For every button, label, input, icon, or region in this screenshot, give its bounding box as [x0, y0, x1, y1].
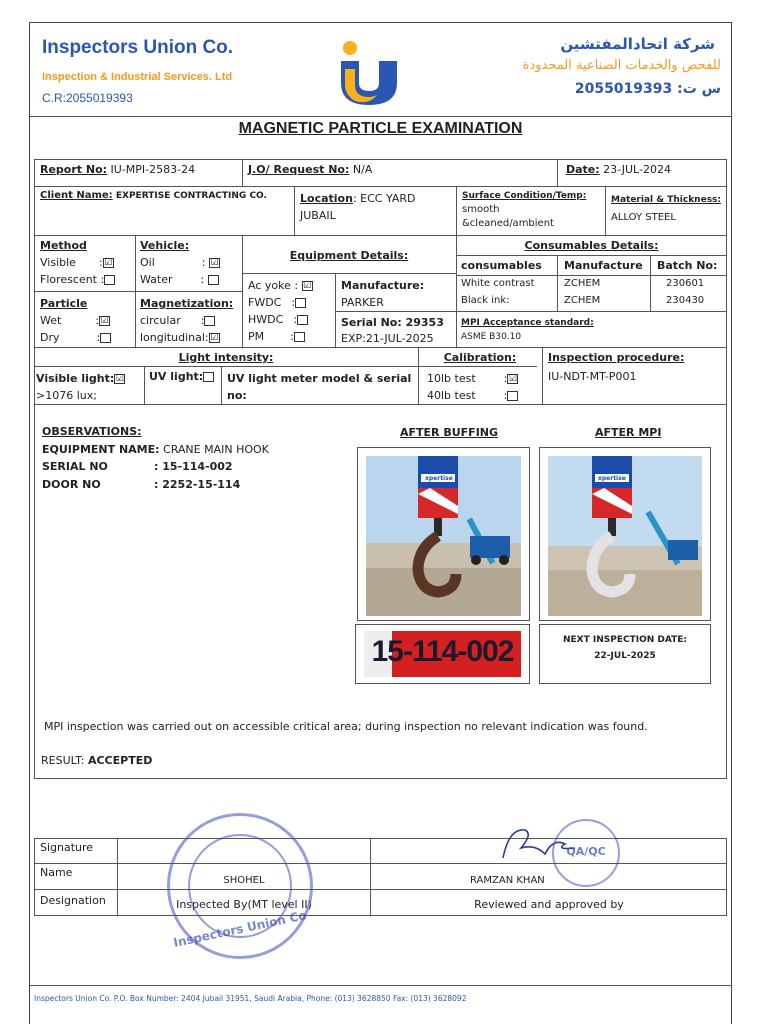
pm-checkbox[interactable]: [294, 332, 305, 342]
after-buffing-label: AFTER BUFFING: [400, 426, 499, 439]
company-name-en: Inspectors Union Co.: [42, 37, 234, 58]
vehicle-section: Vehicle: Oil : ☑ Water :: [140, 239, 219, 286]
qa-qc-text: QA/QC: [566, 845, 606, 858]
header-divider: [30, 116, 731, 117]
uv-light-checkbox[interactable]: [203, 372, 214, 382]
surface-condition: Surface Condition/Temp: smooth &cleaned/ambient: [462, 191, 587, 229]
consumables-header-manufacture: Manufacture: [564, 259, 643, 272]
method-section: Method Visible :☑ Florescent :: [40, 237, 115, 288]
report-sheet: [29, 22, 732, 1024]
uv-light: UV light:: [149, 370, 214, 383]
magnetization-section: Magnetization: circular : longitudinal:☑: [140, 297, 234, 344]
signature-label: Signature: [40, 841, 94, 854]
tag-number-frame: [355, 624, 530, 684]
consumable-row-1-name: White contrast: [461, 278, 535, 289]
door-no-value: : 2252-15-114: [154, 478, 241, 491]
next-inspection-date: 22-JUL-2025: [594, 651, 656, 661]
door-no-label: DOOR NO: [42, 478, 101, 491]
footer-address: Inspectors Union Co. P.O. Box Number: 2404 Jubail 31951, Saudi Arabia, Phone: (013) 3628850 Fax: (013) 3628092: [34, 994, 467, 1003]
inspector-name: SHOHEL: [223, 875, 265, 886]
visible-light: Visible light:☑ >1076 lux;: [36, 372, 124, 402]
photo2-brand: xpertise: [598, 475, 626, 482]
inspection-procedure-label: Inspection procedure:: [548, 351, 685, 364]
after-mpi-label: AFTER MPI: [595, 426, 662, 439]
page-title: MAGNETIC PARTICLE EXAMINATION: [238, 120, 523, 137]
uv-light-meter: UV light meter model & serial no:: [227, 372, 412, 402]
visible-light-checkbox[interactable]: ☑: [115, 374, 124, 384]
consumables-header-name: consumables: [461, 259, 542, 272]
circular-checkbox[interactable]: [204, 316, 215, 326]
florescent-checkbox[interactable]: [104, 275, 115, 285]
observations-label: OBSERVATIONS:: [42, 425, 142, 438]
equipment-serial: Serial No: 29353 EXP:21-JUL-2025: [341, 316, 444, 345]
visible-checkbox[interactable]: ☑: [104, 258, 113, 268]
company-subtitle-ar: للفحص والخدمات الصناعية المحدودة: [522, 58, 721, 73]
consumable-row-2-name: Black ink:: [461, 295, 510, 306]
particle-section: Particle Wet :☑ Dry :: [40, 295, 111, 346]
consumables-header-batch: Batch No:: [657, 259, 718, 272]
inspection-statement: MPI inspection was carried out on accessible critical area; during inspection no relevant indication was found.: [44, 720, 648, 733]
qa-qc-stamp: [552, 819, 620, 887]
report-date: Date: 23-JUL-2024: [566, 163, 671, 176]
equipment-type-list: Ac yoke : ☑ FWDC : HWDC : PM :: [248, 279, 312, 343]
result: RESULT: ACCEPTED: [41, 754, 153, 767]
company-subtitle-en: Inspection & Industrial Services. Ltd: [42, 71, 233, 83]
next-inspection-label: NEXT INSPECTION DATE:: [562, 635, 688, 645]
photo-after-buffing: [357, 447, 530, 621]
consumable-row-1-manufacture: ZCHEM: [564, 278, 601, 289]
name-label: Name: [40, 866, 73, 879]
dry-checkbox[interactable]: [100, 333, 111, 343]
report-no: Report No: IU-MPI-2583-24: [40, 163, 196, 176]
acceptance-standard: MPI Acceptance standard: ASME B30.10: [461, 318, 594, 342]
wet-checkbox[interactable]: ☑: [100, 316, 109, 326]
fwdc-checkbox[interactable]: [295, 298, 306, 308]
company-name-ar: شركة اتحادالمفتشين: [560, 35, 715, 53]
jo-request-no: J.O/ Request No: N/A: [248, 163, 373, 176]
inspection-procedure-value: IU-NDT-MT-P001: [548, 370, 637, 383]
serial-no-label: SERIAL NO: [42, 460, 108, 473]
location: Location: ECC YARD JUBAIL: [300, 192, 416, 222]
company-cr-en: C.R:2055019393: [42, 91, 133, 105]
equipment-name: EQUIPMENT NAME: CRANE MAIN HOOK: [42, 443, 269, 456]
equipment-details-label: Equipment Details:: [289, 249, 409, 262]
client-name: Client Name: EXPERTISE CONTRACTING CO.: [40, 190, 267, 201]
consumable-row-2-batch: 230430: [666, 295, 705, 306]
inspector-designation: Inspected By(MT level II): [176, 898, 312, 911]
designation-label: Designation: [40, 894, 106, 907]
calibration-label: Calibration:: [443, 351, 517, 364]
reviewer-name: RAMZAN KHAN: [470, 875, 545, 886]
next-inspection-box: [539, 624, 711, 684]
longitudinal-checkbox[interactable]: ☑: [210, 333, 219, 343]
consumable-row-2-manufacture: ZCHEM: [564, 295, 601, 306]
10lb-test-checkbox[interactable]: ☑: [508, 374, 517, 384]
equipment-manufacture: Manufacture: PARKER: [341, 279, 425, 309]
reviewer-designation: Reviewed and approved by: [474, 898, 624, 911]
company-cr-ar: س ت: 2055019393: [574, 81, 721, 97]
company-logo: [333, 39, 423, 105]
material-thickness: Material & Thickness: ALLOY STEEL: [611, 195, 722, 223]
consumables-label: Consumables Details:: [524, 239, 659, 252]
light-intensity-label: Light intensity:: [178, 351, 274, 364]
seal-text: Inspectors Union Co: [172, 908, 308, 950]
photo1-brand: xpertise: [425, 475, 453, 482]
serial-no-value: : 15-114-002: [154, 460, 233, 473]
water-checkbox[interactable]: [208, 275, 219, 285]
company-seal: [167, 813, 313, 959]
oil-checkbox[interactable]: ☑: [210, 258, 219, 268]
ac-yoke-checkbox[interactable]: ☑: [303, 281, 312, 291]
hwdc-checkbox[interactable]: [297, 315, 308, 325]
calibration-tests: 10lb test :☑ 40lb test :: [427, 372, 517, 402]
consumable-row-1-batch: 230601: [666, 278, 705, 289]
tag-number-text: 15-114-002: [371, 635, 514, 668]
40lb-test-checkbox[interactable]: [507, 391, 518, 401]
photo-after-mpi: [539, 447, 711, 621]
